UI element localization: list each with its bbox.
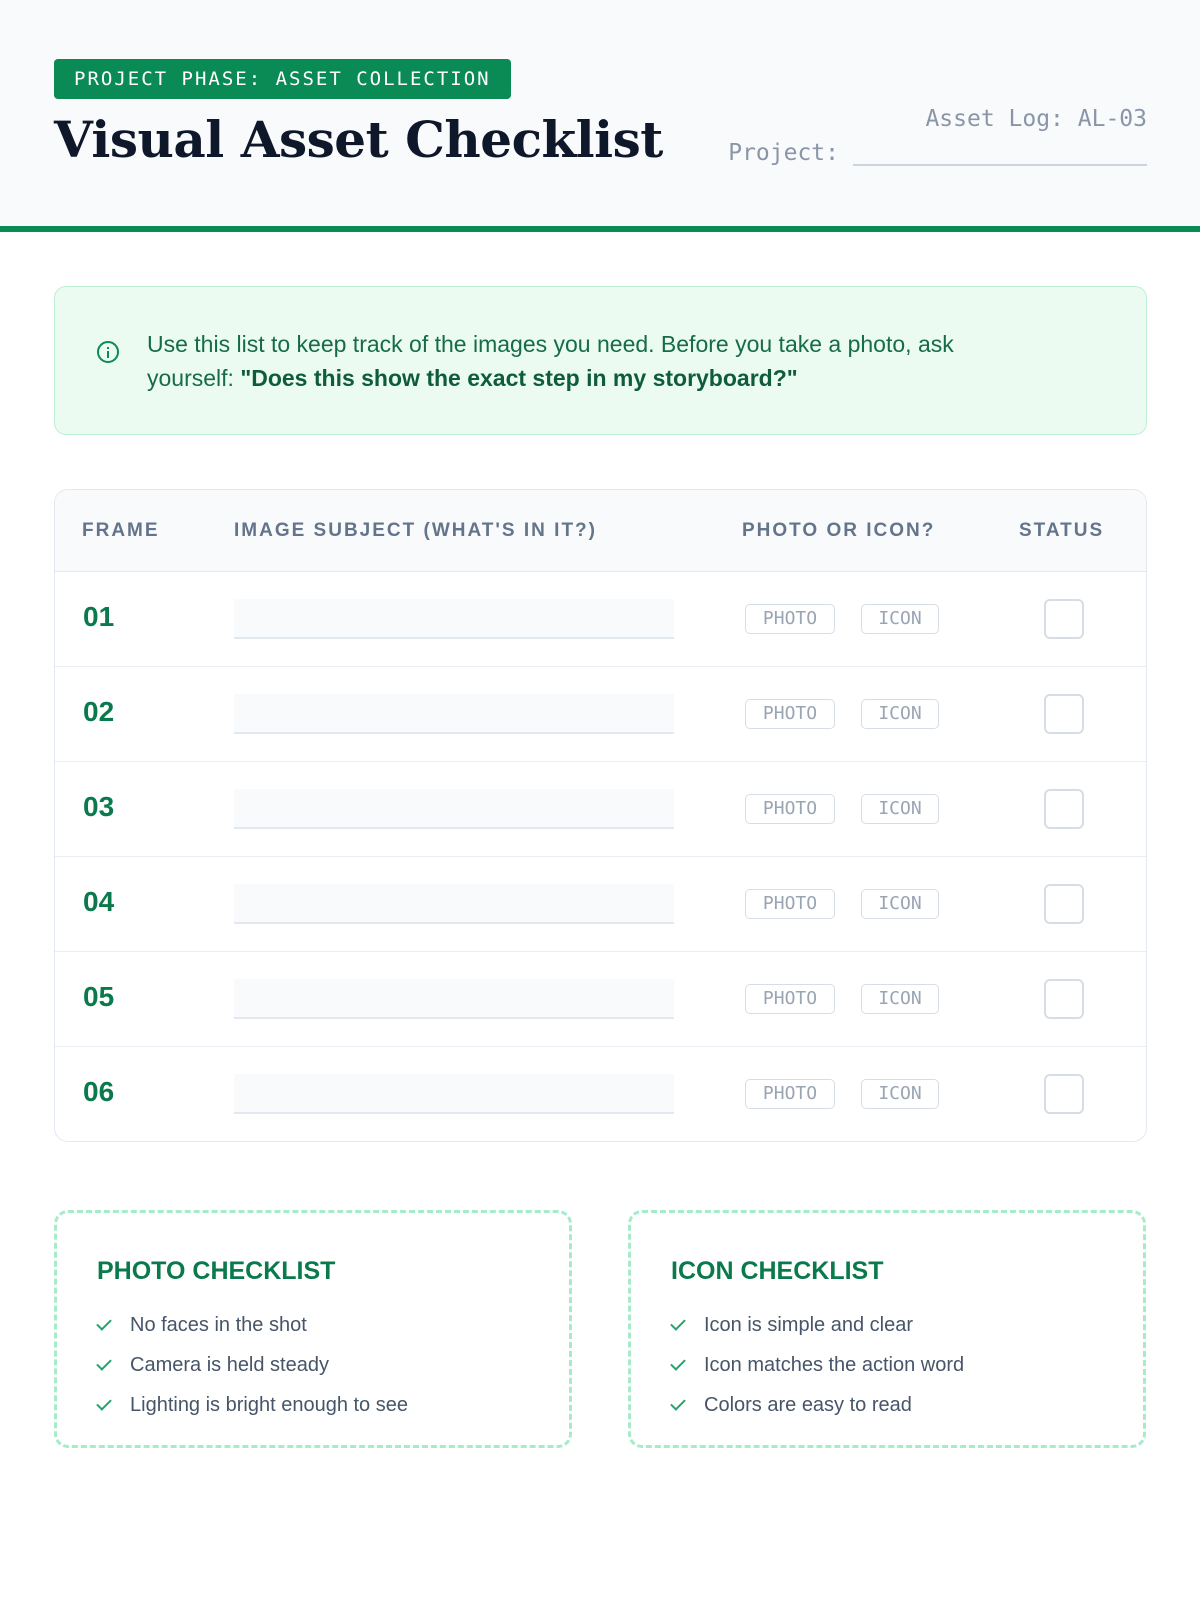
icon-option-button[interactable]: ICON xyxy=(861,604,939,634)
table-row xyxy=(55,667,1146,762)
check-icon xyxy=(670,1315,686,1331)
page-header xyxy=(0,0,1200,232)
photo-option-button[interactable]: PHOTO xyxy=(745,794,835,824)
image-subject-input[interactable] xyxy=(234,599,674,639)
table-body xyxy=(55,572,1146,1142)
column-header-subject: IMAGE SUBJECT (WHAT'S IN IT?) xyxy=(234,520,597,541)
check-icon xyxy=(670,1395,686,1411)
project-field-row xyxy=(728,138,1147,166)
table-row xyxy=(55,572,1146,667)
photo-option-button[interactable]: PHOTO xyxy=(745,604,835,634)
frame-number: 03 xyxy=(83,791,115,822)
check-icon xyxy=(96,1355,112,1371)
icon-checklist-list xyxy=(671,1305,964,1425)
image-subject-input[interactable] xyxy=(234,694,674,734)
list-item xyxy=(671,1305,964,1345)
column-header-type: PHOTO OR ICON? xyxy=(742,520,936,541)
info-icon xyxy=(97,341,119,363)
info-text-body: Use this list to keep track of the images you need. Before you take a photo, ask yourself: xyxy=(147,331,954,391)
checklist-item-text: Lighting is bright enough to see xyxy=(130,1393,408,1416)
photo-checklist-list xyxy=(97,1305,408,1425)
photo-option-button[interactable]: PHOTO xyxy=(745,889,835,919)
image-subject-input[interactable] xyxy=(234,1074,674,1114)
table-row xyxy=(55,1047,1146,1142)
photo-option-button[interactable]: PHOTO xyxy=(745,984,835,1014)
info-callout xyxy=(54,286,1147,435)
checklist-item-text: Icon matches the action word xyxy=(704,1353,965,1376)
asset-log-id: Asset Log: AL-03 xyxy=(925,106,1147,132)
checklist-item-text: Icon is simple and clear xyxy=(704,1313,913,1336)
image-subject-input[interactable] xyxy=(234,979,674,1019)
table-row xyxy=(55,952,1146,1047)
page-title: Visual Asset Checklist xyxy=(54,110,663,169)
frame-number: 01 xyxy=(83,601,115,632)
checklist-item-text: Camera is held steady xyxy=(130,1353,329,1376)
icon-option-button[interactable]: ICON xyxy=(861,1079,939,1109)
project-field[interactable] xyxy=(853,138,1147,166)
table-row xyxy=(55,762,1146,857)
checklist-item-text: Colors are easy to read xyxy=(704,1393,912,1416)
status-checkbox[interactable] xyxy=(1044,694,1084,734)
status-checkbox[interactable] xyxy=(1044,979,1084,1019)
status-checkbox[interactable] xyxy=(1044,884,1084,924)
table-header xyxy=(55,490,1146,572)
checklist-item-text: No faces in the shot xyxy=(130,1313,307,1336)
list-item xyxy=(97,1345,408,1385)
frame-number: 04 xyxy=(83,886,115,917)
frame-number: 05 xyxy=(83,981,115,1012)
icon-checklist-title: ICON CHECKLIST xyxy=(671,1257,884,1285)
frame-number: 02 xyxy=(83,696,115,727)
icon-option-button[interactable]: ICON xyxy=(861,699,939,729)
phase-badge: PROJECT PHASE: ASSET COLLECTION xyxy=(54,59,511,99)
image-subject-input[interactable] xyxy=(234,789,674,829)
list-item xyxy=(671,1345,964,1385)
info-text xyxy=(147,327,1047,395)
list-item xyxy=(671,1385,964,1425)
column-header-frame: FRAME xyxy=(82,520,160,541)
status-checkbox[interactable] xyxy=(1044,789,1084,829)
status-checkbox[interactable] xyxy=(1044,1074,1084,1114)
column-header-status: STATUS xyxy=(1019,520,1105,541)
frame-number: 06 xyxy=(83,1076,115,1107)
list-item xyxy=(97,1385,408,1425)
icon-option-button[interactable]: ICON xyxy=(861,794,939,824)
asset-table xyxy=(54,489,1147,1142)
status-checkbox[interactable] xyxy=(1044,599,1084,639)
table-row xyxy=(55,857,1146,952)
icon-checklist-card xyxy=(628,1210,1146,1448)
photo-option-button[interactable]: PHOTO xyxy=(745,699,835,729)
info-text-question: "Does this show the exact step in my storyboard?" xyxy=(240,365,798,391)
photo-checklist-card xyxy=(54,1210,572,1448)
check-icon xyxy=(96,1315,112,1331)
project-label: Project: xyxy=(728,140,839,166)
check-icon xyxy=(670,1355,686,1371)
icon-option-button[interactable]: ICON xyxy=(861,984,939,1014)
icon-option-button[interactable]: ICON xyxy=(861,889,939,919)
check-icon xyxy=(96,1395,112,1411)
photo-option-button[interactable]: PHOTO xyxy=(745,1079,835,1109)
image-subject-input[interactable] xyxy=(234,884,674,924)
photo-checklist-title: PHOTO CHECKLIST xyxy=(97,1257,336,1285)
list-item xyxy=(97,1305,408,1345)
